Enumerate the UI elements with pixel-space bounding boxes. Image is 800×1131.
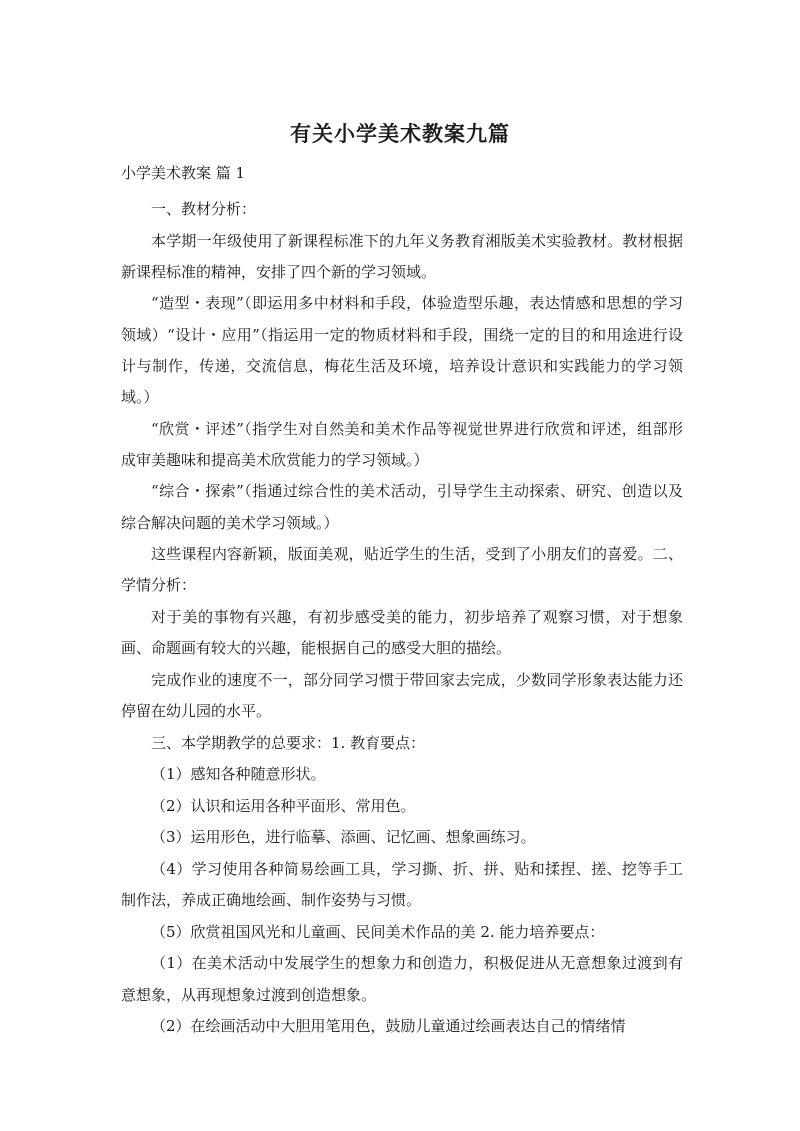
paragraph: （3）运用形色，进行临摹、添画、记忆画、想象画练习。 — [151, 828, 536, 847]
paragraph: （2）在绘画活动中大胆用笔用色，鼓励儿童通过绘画表达自己的情绪情 — [151, 1017, 626, 1036]
paragraph: 完成作业的速度不一，部分同学习惯于带回家去完成，少数同学形象表达能力还停留在幼儿园的水平。 — [121, 670, 683, 720]
paragraph: 对于美的事物有兴趣，有初步感受美的能力，初步培养了观察习惯，对于想象画、命题画有较大的兴趣，能根据自己的感受大胆的描绘。 — [121, 607, 683, 658]
paragraph: （4）学习使用各种简易绘画工具，学习撕、折、拼、贴和揉捏、搓、挖等手工制作法，养成正确地绘画、制作姿势与习惯。 — [121, 859, 683, 910]
paragraph: 这些课程内容新颖，版面美观，贴近学生的生活，受到了小朋友们的喜爱。二、学情分析： — [121, 545, 683, 595]
paragraph: “造型・表现”（即运用多中材料和手段，体验造型乐趣，表达情感和思想的学习领域）“设计・应用”（指运用一定的物质材料和手段，围绕一定的目的和用途进行设计与制作，传递，交流信息，梅花生活及环境，培养设计意识和实践能力的学习领域。） — [121, 294, 683, 406]
paragraph: 三、本学期教学的总要求：1. 教育要点： — [151, 733, 426, 752]
document-title: 有关小学美术教案九篇 — [290, 122, 510, 146]
paragraph: （2）认识和运用各种平面形、常用色。 — [151, 796, 416, 815]
paragraph: （5）欣赏祖国风光和儿童画、民间美术作品的美 2. 能力培养要点： — [151, 922, 605, 941]
paragraph: （1）感知各种随意形状。 — [151, 765, 326, 784]
paragraph: “综合・探索”（指通过综合性的美术活动，引导学生主动探索、研究、创造以及综合解决问题的美术学习领域。） — [121, 482, 683, 532]
document-body — [121, 194, 683, 1043]
paragraph: （1）在美术活动中发展学生的想象力和创造力，积极促进从无意想象过渡到有意想象，从再现想象过渡到创造想象。 — [121, 954, 683, 1004]
paragraph: 本学期一年级使用了新课程标准下的九年义务教育湘版美术实验教材。教材根据新课程标准的精神，安排了四个新的学习领域。 — [121, 231, 683, 281]
paragraph: “欣赏・评述”（指学生对自然美和美术作品等视觉世界进行欣赏和评述，组部形成审美趣味和提高美术欣赏能力的学习领域。） — [121, 419, 683, 469]
paragraph: 一、教材分析： — [151, 200, 257, 218]
section-heading: 小学美术教案 篇 1 — [121, 164, 246, 182]
